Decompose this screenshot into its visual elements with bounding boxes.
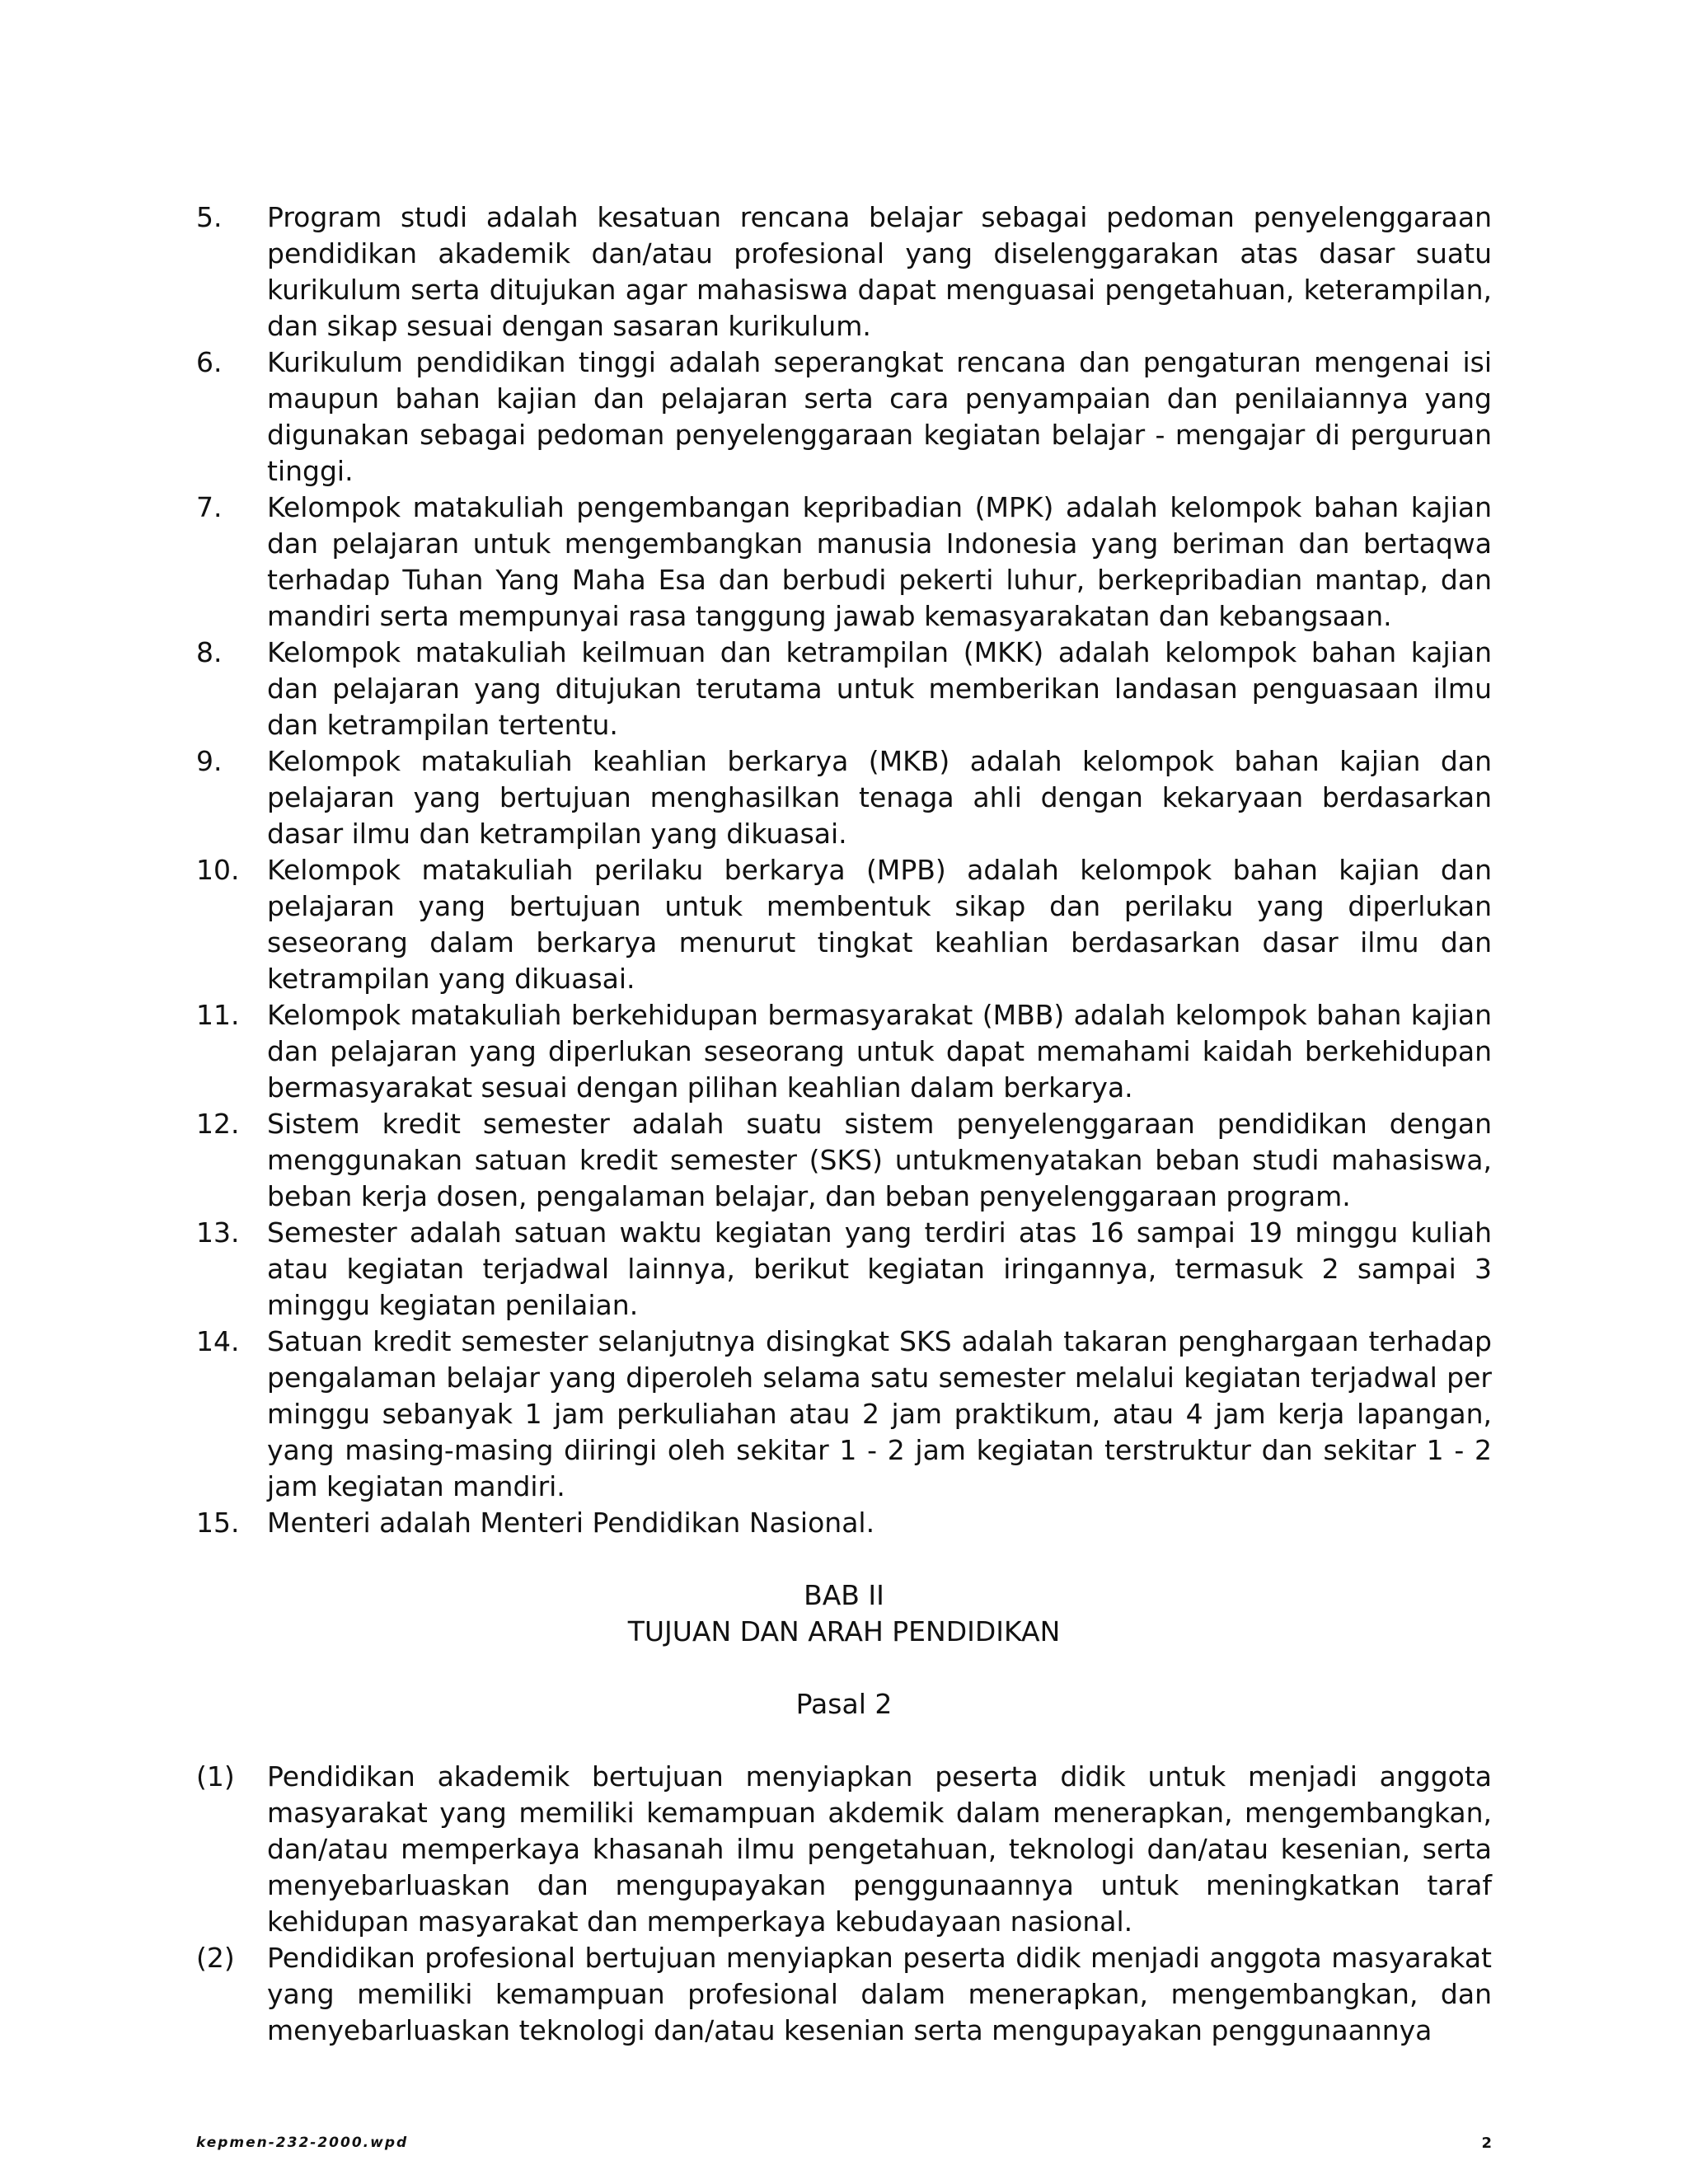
chapter-title: TUJUAN DAN ARAH PENDIDIKAN <box>627 1615 1061 1647</box>
item-text: Program studi adalah kesatuan rencana belajar sebagai pedoman penyelenggaraan pendidikan akademik dan/atau profesional yang diselenggarakan atas dasar suatu kurikulum serta ditujukan agar mahasiswa dapat menguasai pengetahuan, keterampilan, dan sikap sesuai dengan sasaran kurikulum. <box>267 201 1492 342</box>
item-text: Kelompok matakuliah keilmuan dan ketrampilan (MKK) adalah kelompok bahan kajian dan pelajaran yang ditujukan terutama untuk memberikan landasan penguasaan ilmu dan ketrampilan tertentu. <box>267 636 1492 741</box>
clause-text: Pendidikan akademik bertujuan menyiapkan peserta didik untuk menjadi anggota masyarakat yang memiliki kemampuan akdemik dalam menerapkan, mengembangkan, dan/atau memperkaya khasanah ilmu pengetahuan, teknologi dan/atau kesenian, serta menyebarluaskan dan mengupayakan penggunaannya untuk meningkatkan taraf kehidupan masyarakat dan memperkaya kebudayaan nasional. <box>267 1760 1492 1938</box>
item-number: 8. <box>196 636 223 668</box>
list-item <box>196 1215 1492 1324</box>
chapter-label: BAB II <box>804 1579 884 1611</box>
item-text: Semester adalah satuan waktu kegiatan yang terdiri atas 16 sampai 19 minggu kuliah atau kegiatan terjadwal lainnya, berikut kegiatan iringannya, termasuk 2 sampai 3 minggu kegiatan penilaian. <box>267 1216 1492 1321</box>
list-item <box>196 199 1492 344</box>
item-number: 11. <box>196 999 240 1031</box>
list-item <box>196 1505 1492 1541</box>
item-text: Menteri adalah Menteri Pendidikan Nasional. <box>267 1507 875 1539</box>
list-item <box>196 743 1492 852</box>
item-text: Kelompok matakuliah keahlian berkarya (MKB) adalah kelompok bahan kajian dan pelajaran yang bertujuan menghasilkan tenaga ahli dengan kekaryaan berdasarkan dasar ilmu dan ketrampilan yang dikuasai. <box>267 745 1492 850</box>
list-item <box>196 1106 1492 1215</box>
item-text: Kelompok matakuliah pengembangan kepribadian (MPK) adalah kelompok bahan kajian dan pelajaran untuk mengembangkan manusia Indonesia yang beriman dan bertaqwa terhadap Tuhan Yang Maha Esa dan berbudi pekerti luhur, berkepribadian mantap, dan mandiri serta mempunyai rasa tanggung jawab kemasyarakatan dan kebangsaan. <box>267 491 1492 632</box>
item-number: 5. <box>196 201 223 233</box>
footer-filename: kepmen-232-2000.wpd <box>196 2135 409 2151</box>
list-item <box>196 1759 1492 1940</box>
clauses-list <box>196 1759 1492 2049</box>
chapter-heading <box>196 1577 1492 1650</box>
list-item <box>196 852 1492 997</box>
item-number: 13. <box>196 1216 240 1249</box>
list-item <box>196 1324 1492 1505</box>
item-text: Kelompok matakuliah berkehidupan bermasyarakat (MBB) adalah kelompok bahan kajian dan pelajaran yang diperlukan seseorang untuk dapat memahami kaidah berkehidupan bermasyarakat sesuai dengan pilihan keahlian dalam berkarya. <box>267 999 1492 1104</box>
list-item <box>196 490 1492 635</box>
item-number: 6. <box>196 346 223 378</box>
article-heading: Pasal 2 <box>795 1688 893 1720</box>
item-text: Sistem kredit semester adalah suatu sistem penyelenggaraan pendidikan dengan menggunakan satuan kredit semester (SKS) untukmenyatakan beban studi mahasiswa, beban kerja dosen, pengalaman belajar, dan beban penyelenggaraan program. <box>267 1108 1492 1212</box>
clause-text: Pendidikan profesional bertujuan menyiapkan peserta didik menjadi anggota masyarakat yang memiliki kemampuan profesional dalam menerapkan, mengembangkan, dan menyebarluaskan teknologi dan/atau kesenian serta mengupayakan penggunaannya <box>267 1942 1492 2046</box>
clause-number: (2) <box>196 1942 235 1974</box>
item-number: 14. <box>196 1325 240 1357</box>
document-page <box>196 199 1492 2049</box>
list-item <box>196 997 1492 1106</box>
item-text: Kelompok matakuliah perilaku berkarya (MPB) adalah kelompok bahan kajian dan pelajaran yang bertujuan untuk membentuk sikap dan perilaku yang diperlukan seseorang dalam berkarya menurut tingkat keahlian berdasarkan dasar ilmu dan ketrampilan yang dikuasai. <box>267 854 1492 995</box>
item-number: 15. <box>196 1507 240 1539</box>
item-number: 9. <box>196 745 223 777</box>
page-number: 2 <box>1481 2135 1492 2152</box>
item-text: Kurikulum pendidikan tinggi adalah seperangkat rencana dan pengaturan mengenai isi maupun bahan kajian dan pelajaran serta cara penyampaian dan penilaiannya yang digunakan sebagai pedoman penyelenggaraan kegiatan belajar - mengajar di perguruan tinggi. <box>267 346 1492 487</box>
item-text: Satuan kredit semester selanjutnya disingkat SKS adalah takaran penghargaan terhadap pengalaman belajar yang diperoleh selama satu semester melalui kegiatan terjadwal per minggu sebanyak 1 jam perkuliahan atau 2 jam praktikum, atau 4 jam kerja lapangan, yang masing-masing diiringi oleh sekitar 1 - 2 jam kegiatan terstruktur dan sekitar 1 - 2 jam kegiatan mandiri. <box>267 1325 1492 1502</box>
list-item <box>196 635 1492 743</box>
clause-number: (1) <box>196 1760 235 1793</box>
page-footer <box>196 2135 1492 2152</box>
item-number: 12. <box>196 1108 240 1140</box>
item-number: 10. <box>196 854 240 886</box>
list-item <box>196 344 1492 490</box>
item-number: 7. <box>196 491 223 523</box>
definitions-list <box>196 199 1492 1541</box>
list-item <box>196 1940 1492 2049</box>
